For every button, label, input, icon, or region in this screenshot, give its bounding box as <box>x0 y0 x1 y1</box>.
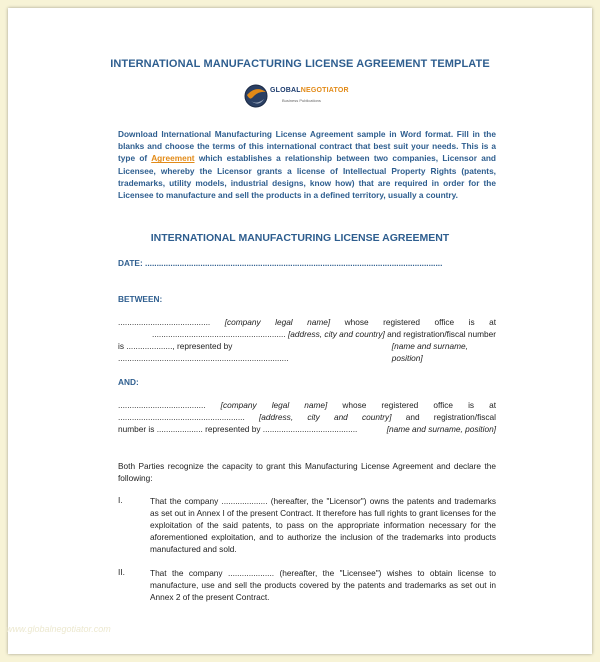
address-placeholder: [address, city and country] <box>259 412 392 422</box>
clause-item-1 <box>118 495 496 565</box>
clause-item-2 <box>118 567 496 607</box>
represented-by-text: is ...................., represented by .......................................................................... <box>118 341 289 363</box>
word: [company <box>220 400 257 410</box>
intro-text-1: Download International Manufacturing License Agreement sample in Word format. Fill in the blanks and choose the terms of this international contract that best suit your needs. This is a type of <box>118 129 496 164</box>
word: office <box>433 400 454 410</box>
name-position-placeholder: [name and surname, position] <box>391 341 468 363</box>
agreement-heading: INTERNATIONAL MANUFACTURING LICENSE AGREEMENT <box>150 232 450 244</box>
dots: ....................................................... <box>118 412 245 422</box>
agreement-link[interactable]: Agreement <box>151 153 195 164</box>
logo-name-prefix: GLOBAL <box>270 87 301 94</box>
between-line-3 <box>118 340 496 364</box>
intro-text-2: which establishes a relationship between two companies, Licensor and Licensee, whereby the Licensor grants a license of Intellectual Property Rights (patents, trademarks, utility models, industrial designs, know how) that are required in order for the Licensee to manufacture and sell the products in a defined territory, usually a country. <box>118 153 496 201</box>
registration-text: and registration/fiscal number <box>384 329 496 339</box>
between-line-2 <box>118 328 496 340</box>
logo-name <box>270 87 349 94</box>
logo-tagline: Business Publications <box>282 98 321 103</box>
between-line-1 <box>118 316 496 328</box>
dots: ........................................ <box>118 317 211 327</box>
dots: ...................................... <box>118 400 206 410</box>
word: is <box>468 317 475 327</box>
word: whose <box>344 317 369 327</box>
dots: .......................................................... <box>151 329 286 339</box>
clause-text: That the company .................... (hereafter, the "Licensee") wishes to obtain license to manufacture, use and sell the products covered by the patents and trademarks as set out in Annex 2 of the present Contract. <box>150 568 496 602</box>
and-block <box>118 399 496 435</box>
word: is <box>468 400 475 410</box>
globe-logo-icon <box>244 83 268 109</box>
and-line-3 <box>118 423 496 435</box>
date-line: DATE: ................................................................................................................................. <box>118 258 443 268</box>
word: legal <box>271 400 290 410</box>
registration-text: and registration/fiscal <box>405 412 497 422</box>
address-placeholder: [address, city and country] <box>287 329 385 339</box>
document-page <box>8 8 592 654</box>
recognize-paragraph: Both Parties recognize the capacity to grant this Manufacturing License Agreement and declare the following: <box>118 461 496 483</box>
and-line-1 <box>118 399 496 411</box>
company-legal-name-placeholder: [company legal name] <box>224 317 331 327</box>
document-title: INTERNATIONAL MANUFACTURING LICENSE AGREEMENT TEMPLATE <box>110 58 490 70</box>
intro-paragraph <box>118 128 496 201</box>
word: at <box>489 317 497 327</box>
clause-number: I. <box>118 495 123 505</box>
clause-number: II. <box>118 567 125 577</box>
word: office <box>434 317 455 327</box>
between-block <box>118 316 496 364</box>
word: registered <box>383 317 420 327</box>
represented-by-text: number is .................... represented by ......................................... <box>118 424 358 434</box>
word: whose <box>342 400 367 410</box>
logo-name-suffix: NEGOTIATOR <box>300 87 349 94</box>
word: name] <box>304 400 328 410</box>
word: at <box>489 400 497 410</box>
word: registered <box>381 400 419 410</box>
and-line-2 <box>118 411 496 423</box>
between-label: BETWEEN: <box>118 294 163 304</box>
watermark: www.globalnegotiator.com <box>6 624 111 634</box>
global-negotiator-logo <box>244 81 364 113</box>
and-label: AND: <box>118 377 139 387</box>
clause-text: That the company .................... (hereafter, the "Licensor") owns the patents and trademarks as set out in Annex I of the present Contract. It therefore has full rights to grant licenses for the exploitation of the said patents, to pass on the appropriate information necessary for the aforementioned exploitation, and to authorize the inclusion of the trademarks into products manufactured and sold. <box>150 496 496 554</box>
name-position-placeholder: [name and surname, position] <box>386 424 496 434</box>
